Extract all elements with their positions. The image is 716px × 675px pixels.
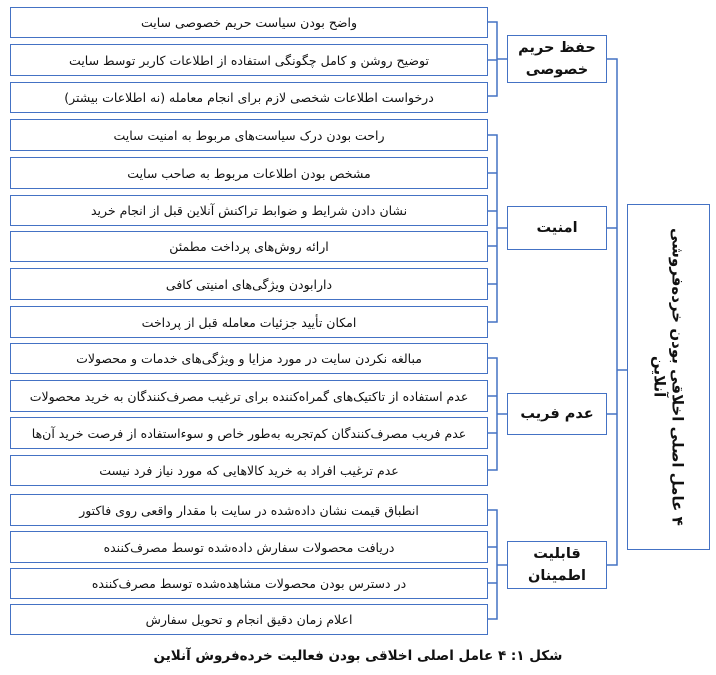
leaf-label: مبالغه نکردن سایت در مورد مزایا و ویژگی‌های خدمات و محصولات — [76, 351, 422, 366]
leaf-box — [10, 7, 488, 38]
leaf-box — [10, 44, 488, 76]
leaf-label: واضح بودن سیاست حریم خصوصی سایت — [140, 15, 358, 30]
leaf-label: در دسترس بودن محصولات مشاهده‌شده توسط مصرف‌کننده — [91, 576, 407, 591]
leaf-box — [10, 494, 488, 526]
leaf-box — [10, 343, 488, 374]
leaf-box — [10, 306, 488, 338]
leaf-label: اعلام زمان دقیق انجام و تحویل سفارش — [145, 612, 353, 627]
root-box — [627, 204, 710, 550]
leaf-label: دریافت محصولات سفارش داده‌شده توسط مصرف‌کننده — [103, 539, 395, 555]
leaf-label: عدم استفاده از تاکتیک‌های گمراه‌کننده برای ترغیب مصرف‌کنندگان به خرید محصولات — [29, 388, 469, 404]
figure-caption: شکل ۱: ۴ عامل اصلی اخلاقی بودن فعالیت خرده‌فروش آنلاین — [153, 648, 563, 664]
category-deception — [507, 393, 607, 435]
leaf-box — [10, 119, 488, 151]
leaf-box — [10, 417, 488, 449]
leaf-box — [10, 455, 488, 486]
leaf-label: نشان دادن شرایط و ضوابط تراکنش آنلاین قبل از انجام خرید — [90, 203, 408, 218]
bracket-deception — [488, 358, 497, 470]
leaf-box — [10, 604, 488, 635]
connector-deception-mid — [488, 396, 497, 433]
leaf-label: ارائه روش‌های پرداخت مطمئن — [169, 239, 329, 254]
leaf-box — [10, 195, 488, 226]
bracket-reliability — [488, 510, 497, 619]
bracket-root — [607, 59, 617, 565]
connector-security-mid — [488, 173, 497, 284]
leaf-box — [10, 568, 488, 599]
leaf-label: امکان تأیید جزئیات معامله قبل از پرداخت — [141, 314, 357, 330]
leaf-label: انطباق قیمت نشان داده‌شده در سایت با مقدار واقعی روی فاکتور — [79, 502, 419, 518]
leaf-label: درخواست اطلاعات شخصی لازم برای انجام معامله (نه اطلاعات بیشتر) — [64, 90, 434, 105]
leaf-box — [10, 268, 488, 300]
connector-root-mid — [607, 228, 617, 414]
category-reliability — [507, 541, 607, 589]
leaf-box — [10, 380, 488, 412]
connector-reliability-mid — [488, 547, 497, 583]
bracket-privacy — [488, 22, 497, 96]
leaf-box — [10, 157, 488, 189]
leaf-label: عدم فریب مصرف‌کنندگان کم‌تجربه به‌طور خاص و سوءاستفاده از فرصت خرید آن‌ها — [31, 425, 467, 441]
leaf-box — [10, 231, 488, 262]
leaf-label: دارابودن ویژگی‌های امنیتی کافی — [165, 276, 333, 292]
bracket-security — [488, 135, 497, 322]
category-security — [507, 206, 607, 250]
root-label: ۴ عامل اصلی اخلاقی بودن خرده‌فروشی آنلاین — [650, 228, 687, 526]
leaf-box — [10, 531, 488, 563]
leaf-label: مشخص بودن اطلاعات مربوط به صاحب سایت — [127, 165, 371, 181]
category-privacy-label: حفظ حریم خصوصی — [518, 40, 596, 78]
category-security-label: امنیت — [536, 220, 578, 236]
leaf-label: عدم ترغیب افراد به خرید کالاهایی که مورد نیاز فرد نیست — [99, 463, 399, 478]
category-privacy — [507, 35, 607, 83]
category-deception-label: عدم فریب — [520, 406, 594, 422]
leaf-box — [10, 82, 488, 113]
leaf-label: توضیح روشن و کامل چگونگی استفاده از اطلاعات کاربر توسط سایت — [69, 52, 429, 68]
category-reliability-label: قابلیت اطمینان — [527, 546, 586, 584]
leaf-label: راحت بودن درک سیاست‌های مربوط به امنیت سایت — [113, 127, 385, 143]
